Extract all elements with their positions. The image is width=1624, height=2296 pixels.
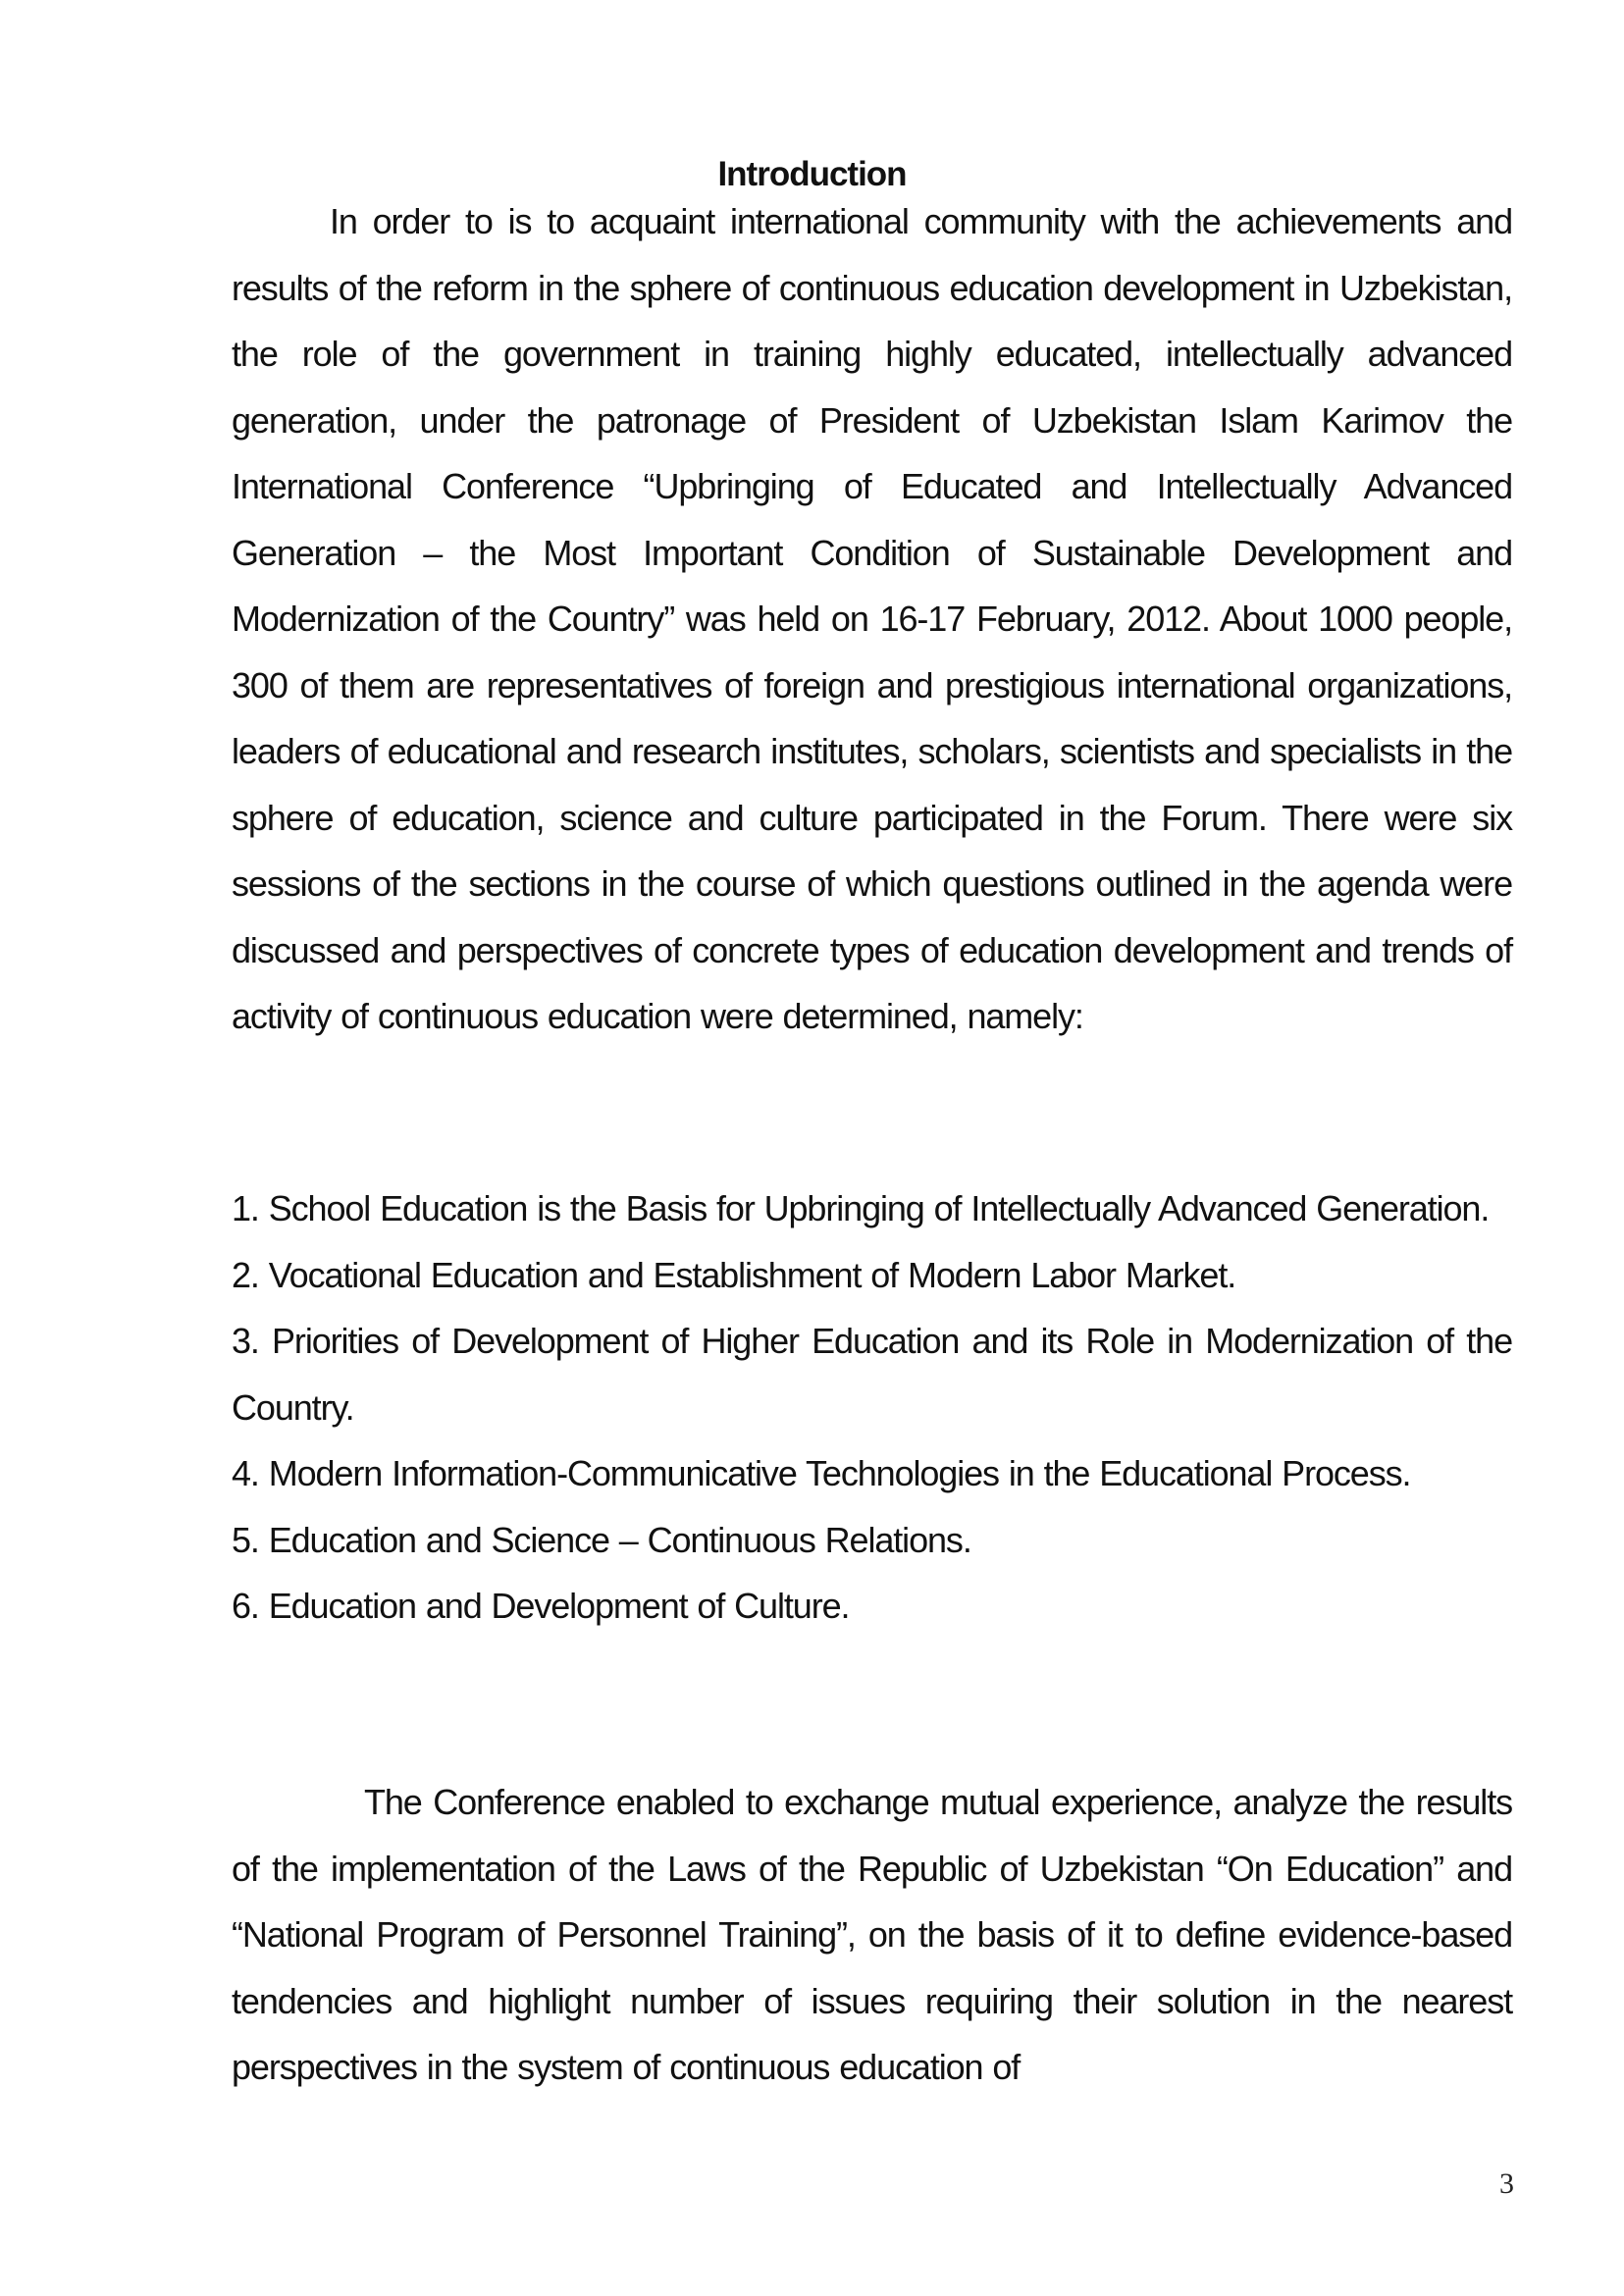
conference-paragraph: The Conference enabled to exchange mutual experience, analyze the results of the implementation of the Laws of the Republic of Uzbekistan “On Education” and “National Program of Personnel Training”, on the basis of it to define evidence-based tendencies and highlight number of issues requiring their solution in the nearest perspectives in the system of continuous education of	[232, 1782, 1512, 2087]
page-title: Introduction	[717, 155, 907, 193]
list-item: 2. Vocational Education and Establishment of Modern Labor Market.	[232, 1254, 1236, 1295]
intro-paragraph: In order to is to acquaint international community with the achievements and results of the reform in the sphere of continuous education development in Uzbekistan, the role of the government in training highly educated, intellectually advanced generation, under the patronage of President of Uzbekistan Islam Karimov the International Conference “Upbringing of Educated and Intellectually Advanced Generation – the Most Important Condition of Sustainable Development and Modernization of the Country” was held on 16-17 February, 2012. About 1000 people, 300 of them are representatives of foreign and prestigious international organizations, leaders of educational and research institutes, scholars, scientists and specialists in the sphere of education, science and culture participated in the Forum. There were six sessions of the sections in the course of which questions outlined in the agenda were discussed and perspectives of concrete types of education development and trends of activity of continuous education were determined, namely:	[232, 201, 1512, 1036]
list-item: 5. Education and Science – Continuous Relations.	[232, 1519, 971, 1560]
list-item: 3. Priorities of Development of Higher Education and its Role in Modernization of the Country.	[232, 1321, 1512, 1428]
session-list	[232, 1175, 1512, 1640]
list-item: 6. Education and Development of Culture.	[232, 1586, 850, 1626]
list-item: 4. Modern Information-Communicative Technologies in the Educational Process.	[232, 1453, 1411, 1493]
list-item: 1. School Education is the Basis for Upbringing of Intellectually Advanced Generation.	[232, 1188, 1490, 1228]
page-number: 3	[1499, 2167, 1514, 2200]
